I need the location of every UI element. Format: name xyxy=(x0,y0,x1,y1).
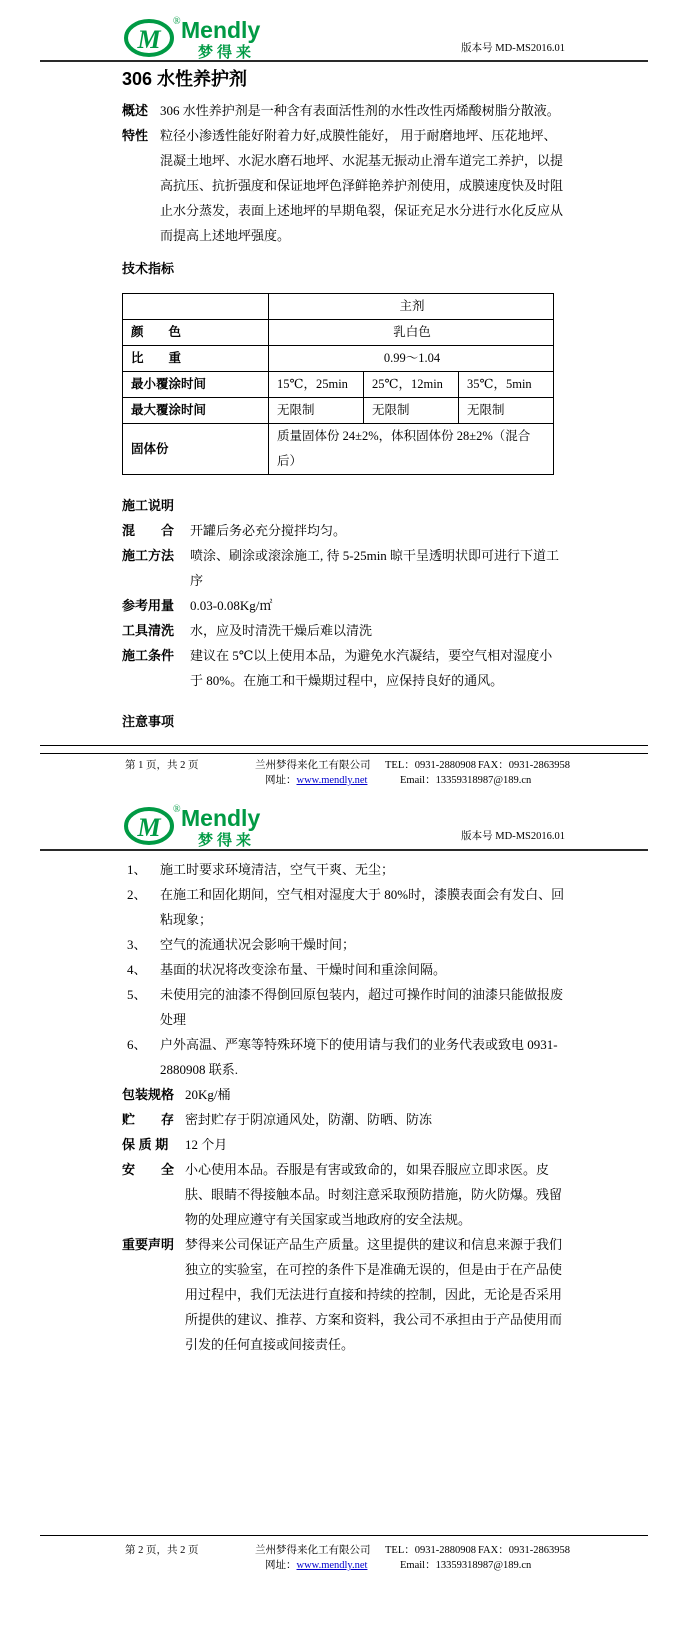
table-row xyxy=(123,346,554,372)
page2-header xyxy=(0,790,687,849)
note-text: 基面的状况将改变涂布量、干燥时间和重涂间隔。 xyxy=(160,962,447,977)
page2-content xyxy=(122,857,565,1357)
item-label: 包装规格 xyxy=(122,1087,175,1102)
page-number: 第 2 页，共 2 页 xyxy=(125,1545,199,1556)
info-item-safety xyxy=(122,1157,565,1232)
precautions-heading: 注意事项 xyxy=(122,714,175,729)
page2-footer xyxy=(40,1535,648,1585)
footer-divider xyxy=(40,745,648,746)
info-item-storage xyxy=(122,1107,565,1132)
website xyxy=(265,1557,367,1572)
item-text: 小心使用本品。吞服是有害或致命的，如果吞服应立即求医。皮肤、眼睛不得接触本品。时刻注意采取预防措施，防火防爆。残留物的处理应遵守有关国家或当地政府的安全法规。 xyxy=(185,1162,563,1227)
mendly-logo-icon xyxy=(124,11,294,60)
page-1 xyxy=(0,0,687,790)
website-link[interactable]: www.mendly.net xyxy=(296,775,368,786)
item-label: 施工方法 xyxy=(122,548,175,563)
note-number: 5、 xyxy=(127,987,147,1002)
row-label-max-recoat: 最大覆涂时间 xyxy=(123,398,269,424)
construction-item-dosage xyxy=(122,593,565,618)
email-address: Email：13359318987@189.cn xyxy=(400,1560,532,1571)
note-item-5 xyxy=(122,982,565,1032)
value-solids: 质量固体份 24±2%，体积固体份 28±2%（混合后） xyxy=(269,424,554,475)
brand-name-cn: 梦得来 xyxy=(198,832,256,848)
note-text: 在施工和固化期间，空气相对湿度大于 80%时，漆膜表面会有发白、回粘现象； xyxy=(160,887,565,927)
overview-label: 概述 xyxy=(122,103,149,118)
fax-number: FAX：0931-2863958 xyxy=(478,1545,570,1556)
item-label: 贮 存 xyxy=(122,1112,175,1127)
footer-divider xyxy=(40,753,648,754)
value-max-recoat-3: 无限制 xyxy=(459,398,554,424)
header-divider xyxy=(40,849,648,851)
note-item-2 xyxy=(122,882,565,932)
item-label: 施工条件 xyxy=(122,648,175,663)
phone-number: TEL：0931-2880908 xyxy=(385,1545,476,1556)
item-label: 工具清洗 xyxy=(122,623,175,638)
item-text: 12 个月 xyxy=(185,1137,228,1152)
row-label-solids: 固体份 xyxy=(123,424,269,475)
note-text: 施工时要求环境清洁，空气干爽、无尘； xyxy=(160,862,395,877)
company-name: 兰州梦得来化工有限公司 xyxy=(255,760,371,771)
note-item-1 xyxy=(122,857,565,882)
overview-row xyxy=(122,98,565,123)
version-number: 版本号 MD-MS2016.01 xyxy=(461,43,565,54)
row-label-density: 比 重 xyxy=(123,346,269,372)
note-number: 1、 xyxy=(127,862,147,877)
value-density: 0.99～1.04 xyxy=(269,346,554,372)
item-text: 建议在 5℃以上使用本品，为避免水汽凝结，要空气相对湿度小于 80%。在施工和干燥期过程中，应保持良好的通风。 xyxy=(190,648,553,688)
value-max-recoat-2: 无限制 xyxy=(364,398,459,424)
mendly-logo-icon xyxy=(124,799,294,848)
note-number: 2、 xyxy=(127,887,147,902)
note-number: 4、 xyxy=(127,962,147,977)
footer-divider xyxy=(40,1535,648,1536)
mendly-logo xyxy=(124,799,294,853)
info-item-packaging xyxy=(122,1082,565,1107)
note-text: 户外高温、严寒等特殊环境下的使用请与我们的业务代表或致电 0931-2880908 联系. xyxy=(160,1037,558,1077)
item-text: 水，应及时清洗干燥后难以清洗 xyxy=(190,623,373,638)
product-title: 306 水性养护剂 xyxy=(122,69,248,89)
table-row xyxy=(123,320,554,346)
item-label: 安 全 xyxy=(122,1162,175,1177)
table-cell-empty xyxy=(123,294,269,320)
construction-heading: 施工说明 xyxy=(122,498,175,513)
table-row xyxy=(123,398,554,424)
item-label: 参考用量 xyxy=(122,598,175,613)
logo-monogram: M xyxy=(137,813,161,842)
brand-name-cn: 梦得来 xyxy=(198,44,256,60)
value-min-recoat-15c: 15℃，25min xyxy=(269,372,364,398)
fax-number: FAX：0931-2863958 xyxy=(478,760,570,771)
row-label-color: 颜 色 xyxy=(123,320,269,346)
note-number: 3、 xyxy=(127,937,147,952)
note-text: 未使用完的油漆不得倒回原包装内，超过可操作时间的油漆只能做报废处理 xyxy=(160,987,564,1027)
note-text: 空气的流通状况会影响干燥时间； xyxy=(160,937,356,952)
value-min-recoat-35c: 35℃，5min xyxy=(459,372,554,398)
note-item-4 xyxy=(122,957,565,982)
table-header-main-agent: 主剂 xyxy=(269,294,554,320)
item-label: 保 质 期 xyxy=(122,1137,169,1152)
value-max-recoat-1: 无限制 xyxy=(269,398,364,424)
note-item-3 xyxy=(122,932,565,957)
row-label-min-recoat: 最小覆涂时间 xyxy=(123,372,269,398)
website-label: 网址： xyxy=(265,1560,297,1571)
version-number: 版本号 MD-MS2016.01 xyxy=(461,831,565,842)
logo-monogram: M xyxy=(137,25,161,54)
tech-spec-heading: 技术指标 xyxy=(122,261,175,276)
mendly-logo xyxy=(124,11,294,65)
features-label: 特性 xyxy=(122,128,149,143)
phone-number: TEL：0931-2880908 xyxy=(385,760,476,771)
info-item-shelf-life xyxy=(122,1132,565,1157)
page1-content xyxy=(122,66,565,734)
registered-mark-icon: ® xyxy=(173,16,181,27)
company-name: 兰州梦得来化工有限公司 xyxy=(255,1545,371,1556)
website-label: 网址： xyxy=(265,775,297,786)
item-text: 开罐后务必充分搅拌均匀。 xyxy=(190,523,347,538)
note-number: 6、 xyxy=(127,1037,147,1052)
page-2 xyxy=(0,790,687,1638)
item-label: 混 合 xyxy=(122,523,175,538)
registered-mark-icon: ® xyxy=(173,804,181,815)
page-number: 第 1 页，共 2 页 xyxy=(125,760,199,771)
page1-footer xyxy=(40,745,648,795)
overview-text: 306 水性养护剂是一种含有表面活性剂的水性改性丙烯酸树脂分散液。 xyxy=(160,103,560,118)
item-text: 密封贮存于阴凉通风处，防潮、防晒、防冻 xyxy=(185,1112,433,1127)
features-row xyxy=(122,123,565,248)
email-address: Email：13359318987@189.cn xyxy=(400,775,532,786)
header-divider xyxy=(40,60,648,62)
construction-item-cleaning xyxy=(122,618,565,643)
note-item-6 xyxy=(122,1032,565,1082)
info-item-disclaimer xyxy=(122,1232,565,1357)
features-text: 粒径小渗透性能好附着力好,成膜性能好， 用于耐磨地坪、压花地坪、混凝土地坪、水泥水磨石地坪、水泥基无振动止滑车道完工养护，以提高抗压、抗折强度和保证地坪色泽鲜艳养护剂使用，成膜速度快及时阻止水分蒸发，表面上述地坪的早期龟裂，保证充足水分进行水化反应从而提高上述地坪强度。 xyxy=(160,128,564,243)
brand-name: Mendly xyxy=(181,17,261,43)
tech-spec-table xyxy=(122,293,554,475)
value-min-recoat-25c: 25℃，12min xyxy=(364,372,459,398)
brand-name: Mendly xyxy=(181,805,261,831)
page1-header xyxy=(0,0,687,60)
item-text: 梦得来公司保证产品生产质量。这里提供的建议和信息来源于我们独立的实验室，在可控的条件下是准确无误的，但是由于在产品使用过程中，我们无法进行直接和持续的控制，因此，无论是否采用所提供的建议、推荐、方案和资料，我公司不承担由于产品使用而引发的任何直接或间接责任。 xyxy=(185,1237,563,1352)
value-color: 乳白色 xyxy=(269,320,554,346)
item-label: 重要声明 xyxy=(122,1237,175,1252)
table-row xyxy=(123,294,554,320)
construction-item-mixing xyxy=(122,518,565,543)
website-link[interactable]: www.mendly.net xyxy=(296,1560,368,1571)
item-text: 0.03-0.08Kg/㎡ xyxy=(190,598,273,613)
website xyxy=(265,772,367,787)
construction-item-method xyxy=(122,543,565,593)
item-text: 喷涂、刷涂或滚涂施工, 待 5-25min 晾干呈透明状即可进行下道工序 xyxy=(190,548,560,588)
construction-item-conditions xyxy=(122,643,565,693)
item-text: 20Kg/桶 xyxy=(185,1087,231,1102)
table-row xyxy=(123,372,554,398)
table-row xyxy=(123,424,554,475)
